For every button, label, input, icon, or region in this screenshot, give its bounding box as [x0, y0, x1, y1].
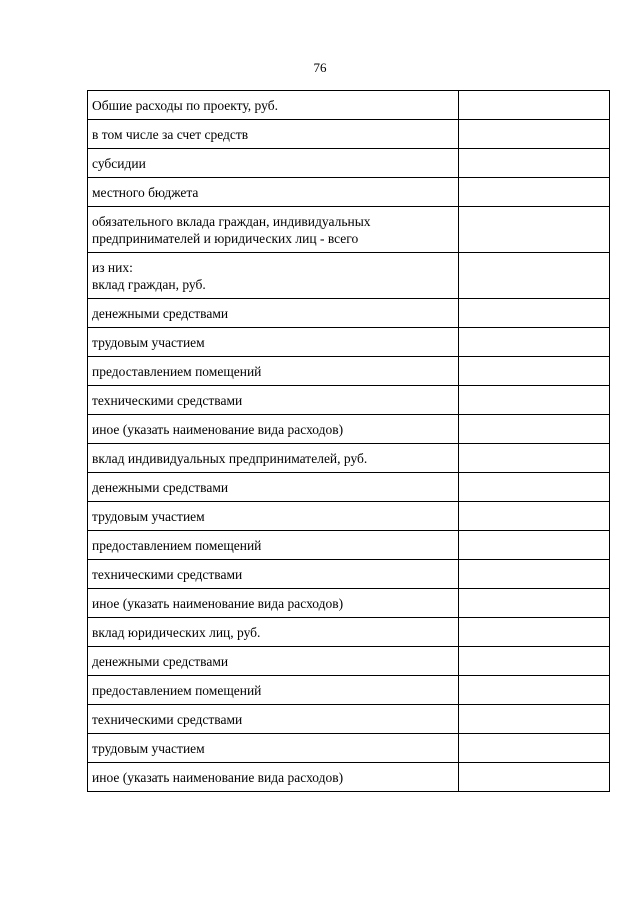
row-label: техническими средствами [88, 560, 459, 589]
row-value-cell[interactable] [459, 560, 610, 589]
table-row [88, 589, 610, 618]
row-value-cell[interactable] [459, 473, 610, 502]
table-row [88, 618, 610, 647]
row-label: в том числе за счет средств [88, 120, 459, 149]
table-row [88, 763, 610, 792]
row-label: иное (указать наименование вида расходов) [88, 415, 459, 444]
row-label: местного бюджета [88, 178, 459, 207]
table-row [88, 149, 610, 178]
row-label: вклад юридических лиц, руб. [88, 618, 459, 647]
table-row [88, 560, 610, 589]
row-label: трудовым участием [88, 328, 459, 357]
row-label: трудовым участием [88, 734, 459, 763]
page-number: 76 [313, 60, 327, 75]
table-row [88, 502, 610, 531]
row-label: техническими средствами [88, 386, 459, 415]
expenses-table [87, 90, 610, 792]
row-value-cell[interactable] [459, 589, 610, 618]
row-value-cell[interactable] [459, 415, 610, 444]
table-row [88, 120, 610, 149]
row-value-cell[interactable] [459, 91, 610, 120]
row-value-cell[interactable] [459, 386, 610, 415]
row-label: техническими средствами [88, 705, 459, 734]
row-value-cell[interactable] [459, 299, 610, 328]
table-row [88, 647, 610, 676]
row-value-cell[interactable] [459, 253, 610, 299]
table-row [88, 734, 610, 763]
row-label: предоставлением помещений [88, 531, 459, 560]
table-row [88, 444, 610, 473]
table-row [88, 178, 610, 207]
row-value-cell[interactable] [459, 444, 610, 473]
row-value-cell[interactable] [459, 618, 610, 647]
row-label: денежными средствами [88, 473, 459, 502]
row-label: из них: вклад граждан, руб. [88, 253, 459, 299]
row-value-cell[interactable] [459, 120, 610, 149]
row-value-cell[interactable] [459, 705, 610, 734]
row-label: субсидии [88, 149, 459, 178]
row-value-cell[interactable] [459, 357, 610, 386]
row-label: предоставлением помещений [88, 676, 459, 705]
row-value-cell[interactable] [459, 178, 610, 207]
row-label: Обшие расходы по проекту, руб. [88, 91, 459, 120]
expenses-table-body [88, 91, 610, 792]
row-value-cell[interactable] [459, 328, 610, 357]
row-label: иное (указать наименование вида расходов) [88, 589, 459, 618]
row-value-cell[interactable] [459, 207, 610, 253]
table-row [88, 531, 610, 560]
row-value-cell[interactable] [459, 531, 610, 560]
table-row [88, 473, 610, 502]
table-row [88, 357, 610, 386]
table-row [88, 207, 610, 253]
row-value-cell[interactable] [459, 676, 610, 705]
table-row [88, 328, 610, 357]
row-label: трудовым участием [88, 502, 459, 531]
row-label: денежными средствами [88, 299, 459, 328]
row-value-cell[interactable] [459, 149, 610, 178]
row-label: обязательного вклада граждан, индивидуальных предпринимателей и юридических лиц - всего [88, 207, 459, 253]
table-row [88, 705, 610, 734]
table-row [88, 253, 610, 299]
row-label: денежными средствами [88, 647, 459, 676]
row-value-cell[interactable] [459, 647, 610, 676]
row-value-cell[interactable] [459, 763, 610, 792]
table-row [88, 415, 610, 444]
table-row [88, 299, 610, 328]
table-row [88, 91, 610, 120]
row-value-cell[interactable] [459, 502, 610, 531]
row-label: предоставлением помещений [88, 357, 459, 386]
row-label: иное (указать наименование вида расходов) [88, 763, 459, 792]
table-row [88, 386, 610, 415]
table-row [88, 676, 610, 705]
row-label: вклад индивидуальных предпринимателей, руб. [88, 444, 459, 473]
row-value-cell[interactable] [459, 734, 610, 763]
